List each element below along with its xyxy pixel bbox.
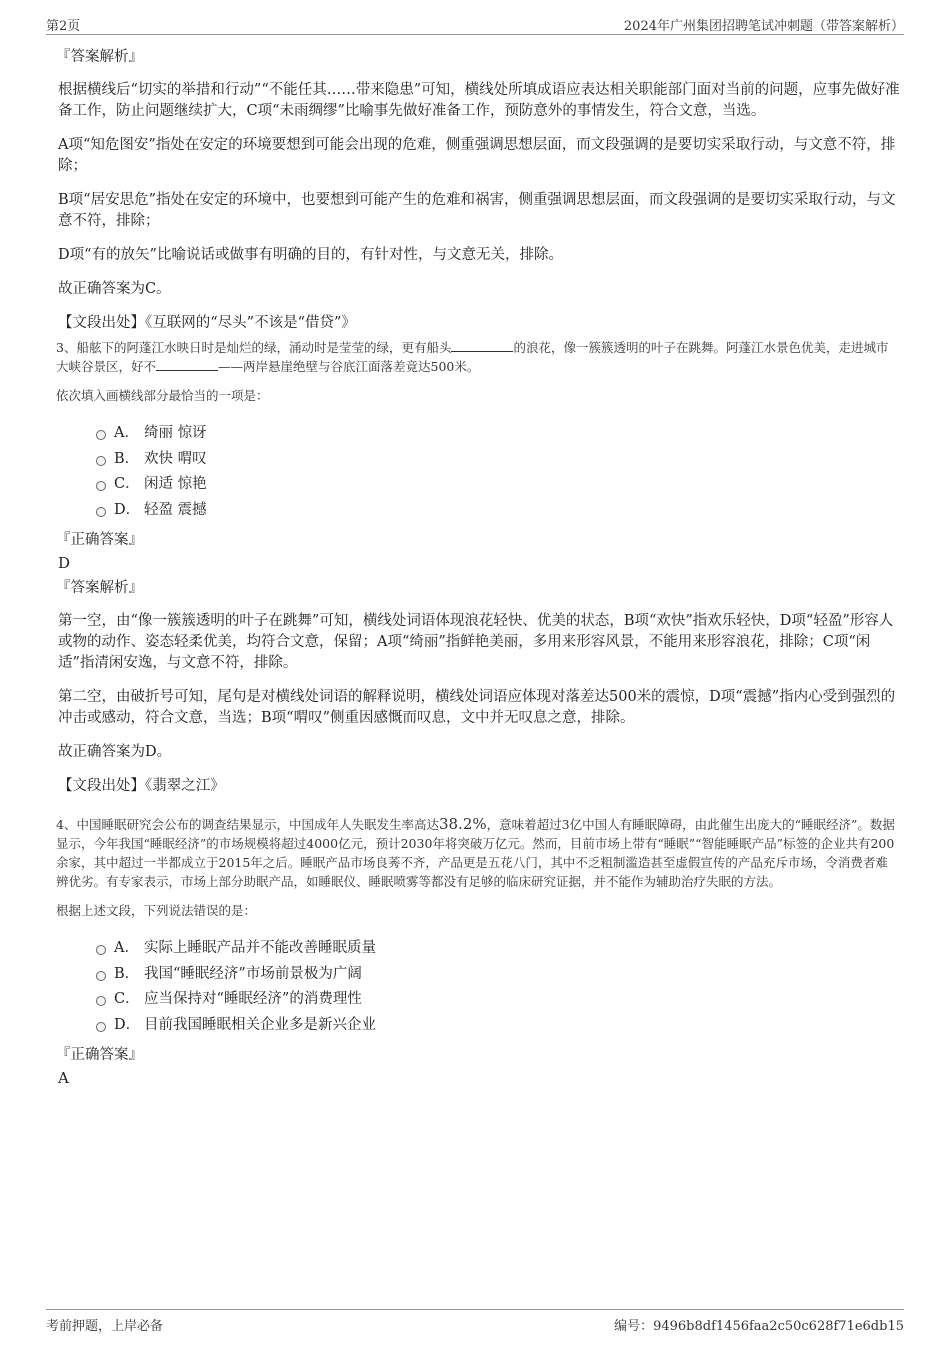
page-content [56, 44, 900, 1092]
q4-stem [56, 815, 900, 891]
q3-prompt: 依次填入画横线部分最恰当的一项是： [56, 388, 269, 403]
footer-slogan: 考前押题，上岸必备 [46, 1319, 164, 1334]
q4-answer-tag: 『正确答案』 [56, 1047, 143, 1063]
q3-stem-part2: 的浪花，像一簇簇透明的叶子在跳舞。阿蓬江水景色优美，走进城市大峡谷景区，好不 [56, 340, 889, 374]
q3-option-c[interactable]: C． 闲适 惊艳 [96, 472, 900, 498]
q3-answer: D [58, 554, 71, 572]
q4-option-d[interactable]: D． 目前我国睡眠相关企业多是新兴企业 [96, 1013, 900, 1039]
q2-conclusion: 故正确答案为C。 [58, 281, 171, 297]
q2-analysis-tag: 『答案解析』 [56, 49, 143, 65]
q2-analysis-paragraph: A项“知危图安”指处在安定的环境要想到可能会出现的危难，侧重强调思想层面，而文段强调的是要切实采取行动，与文意不符，排除； [58, 137, 896, 174]
q3-source: 【文段出处】《翡翠之江》 [58, 778, 225, 794]
insomnia-rate: 38.2% [438, 815, 487, 833]
q4-option-a[interactable]: A． 实际上睡眠产品并不能改善睡眠质量 [96, 936, 900, 962]
q4-option-b[interactable]: B． 我国“睡眠经济”市场前景极为广阔 [96, 962, 900, 988]
fill-blank [156, 358, 218, 371]
q2-analysis-paragraph: 根据横线后“切实的举措和行动”“不能任其……带来隐患”可知，横线处所填成语应表达相关职能部门面对当前的问题，应事先做好准备工作，防止问题继续扩大，C项“未雨绸缪”比喻事先做好准备工作，预防意外的事情发生，符合文意，当选。 [58, 82, 900, 119]
q4-option-c[interactable]: C． 应当保持对“睡眠经济”的消费理性 [96, 987, 900, 1013]
q3-conclusion: 故正确答案为D。 [58, 744, 172, 760]
q3-option-d[interactable]: D． 轻盈 震撼 [96, 498, 900, 524]
q3-stem [56, 338, 900, 376]
document-code: 编号：9496b8df1456faa2c50c628f71e6db15 [614, 1319, 904, 1334]
radio-icon[interactable] [96, 996, 106, 1006]
q2-source: 【文段出处】《互联网的“尽头”不该是“借贷”》 [58, 315, 356, 331]
page-footer [46, 1309, 904, 1334]
q4-stem-part2: ，意味着超过3亿中国人有睡眠障碍，由此催生出庞大的“睡眠经济”。数据显示，今年我国“睡眠经济”的市场规模将超过4000亿元，预计2030年将突破万亿元。然而，目前市场上带有“睡眠”“智能睡眠产品”标签的企业共有200余家，其中超过一半都成立于2015年之后。睡眠产品市场良莠不齐，产品更是五花八门，其中不乏粗制滥造甚至虚假宣传的产品充斥市场，令消费者难辨优劣。有专家表示，市场上部分助眠产品，如睡眠仪、睡眠喷雾等都没有足够的临床研究证据，并不能作为辅助治疗失眠的方法。 [56, 817, 895, 889]
radio-icon[interactable] [96, 507, 106, 517]
q4-prompt: 根据上述文段，下列说法错误的是： [56, 903, 257, 918]
page-header [46, 12, 904, 35]
q2-analysis-paragraph: D项“有的放矢”比喻说话或做事有明确的目的，有针对性，与文意无关，排除。 [58, 247, 563, 263]
radio-icon[interactable] [96, 945, 106, 955]
q3-analysis-tag: 『答案解析』 [56, 580, 143, 596]
document-title: 2024年广州集团招聘笔试冲刺题（带答案解析） [623, 19, 904, 34]
fill-blank [451, 339, 513, 352]
radio-icon[interactable] [96, 971, 106, 981]
q3-option-b[interactable]: B． 欢快 喟叹 [96, 447, 900, 473]
q4-answer: A [58, 1069, 69, 1087]
radio-icon[interactable] [96, 1022, 106, 1032]
radio-icon[interactable] [96, 481, 106, 491]
q3-answer-tag: 『正确答案』 [56, 532, 143, 548]
page-number: 第2页 [46, 19, 81, 34]
q3-analysis-paragraph: 第一空，由“像一簇簇透明的叶子在跳舞”可知，横线处词语体现浪花轻快、优美的状态，B项“欢快”指欢乐轻快，D项“轻盈”形容人或物的动作、姿态轻柔优美，均符合文意，保留；A项“绮丽”指鲜艳美丽，多用来形容风景，不能用来形容浪花，排除；C项“闲适”指清闲安逸，与文意不符，排除。 [58, 613, 894, 671]
q3-stem-part3: ——两岸悬崖绝壁与谷底江面落差竟达500米。 [218, 359, 480, 374]
radio-icon[interactable] [96, 456, 106, 466]
q2-analysis-paragraph: B项“居安思危”指处在安定的环境中，也要想到可能产生的危难和祸害，侧重强调思想层面，而文段强调的是要切实采取行动，与文意不符，排除； [58, 192, 896, 229]
q3-options [96, 421, 900, 523]
q3-analysis-paragraph: 第二空，由破折号可知，尾句是对横线处词语的解释说明，横线处词语应体现对落差达500米的震惊，D项“震撼”指内心受到强烈的冲击或感动，符合文意，当选；B项“喟叹”侧重因感慨而叹息，文中并无叹息之意，排除。 [58, 689, 896, 726]
radio-icon[interactable] [96, 430, 106, 440]
q3-option-a[interactable]: A． 绮丽 惊讶 [96, 421, 900, 447]
q3-stem-part1: 3、船舷下的阿蓬江水映日时是灿烂的绿，涌动时是莹莹的绿，更有船头 [56, 340, 452, 355]
q4-stem-part1: 4、中国睡眠研究会公布的调查结果显示，中国成年人失眠发生率高达 [56, 817, 439, 832]
q4-options [96, 936, 900, 1038]
